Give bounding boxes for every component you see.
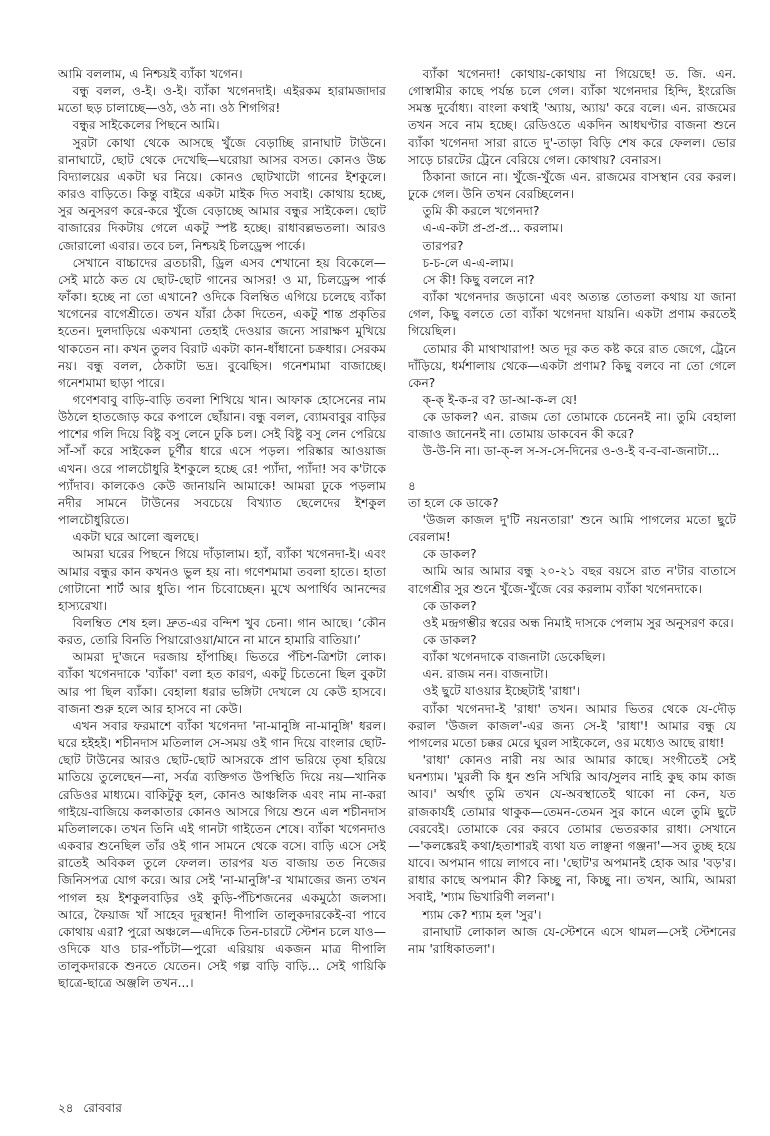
paragraph: ক্‌-ক্‌ ই-ক-র ব? ডা-আ-ক-ল যে! <box>422 392 578 407</box>
right-column <box>408 66 736 1096</box>
paragraph: তা হলে কে ডাকে? <box>408 495 499 510</box>
paragraph: রানাঘাট লোকাল আজ যে-স্টেশনে এসে থামল—সেই স্টেশনের নাম 'রাধিকাতলা'। <box>408 924 736 956</box>
paragraph: কে ডাকল? এন. রাজম তো তোমাকে চেনেনই না। তুমি বেহালা বাজাও জানেনই না। তোমায় ডাকবেন কী করে? <box>408 410 736 442</box>
paragraph: ব্যাঁকা খগেনদা-ই 'রাধা' তখন। আমার ভিতর থেকে যে-দৌড় করাল 'উজল কাজল'-এর জন্য সে-ই 'রাধা'! আমার বন্ধু যে পাগলের মতো চক্কর মেরে ঘুরল সাইকেলে, ওর মধ্যেও আছে রাধা! <box>408 701 736 750</box>
paragraph: বন্ধু বলল, ও-ই। ও-ই। ব্যাঁকা খগেনদাই। এইরকম হারামজাদার মতো ছড় চালাচ্ছে—ওঠ, ওঠ না। ওঠ শিগগির! <box>58 84 386 116</box>
paragraph: তোমার কী মাথাখারাপ! অত দূর কত কষ্ট করে রাত জেগে, ট্রেনে দাঁড়িয়ে, ধর্মশালায় থেকে—একটা প্রণাম? কিছু বলবে না তো গেলে কেন? <box>408 341 736 390</box>
paragraph: ওই মন্দ্রগম্ভীর স্বরের অন্ধ নিমাই দাসকে পেলাম সুর অনুসরণ করে। <box>422 615 734 630</box>
left-column <box>58 66 386 1096</box>
paragraph: সে কী! কিছু বললে না? <box>422 272 535 287</box>
paragraph: কে ডাকল? <box>422 598 477 613</box>
paragraph: এ-এ-কটা প্র-প্র-প্র... করলাম। <box>422 221 564 236</box>
paragraph: আমরা দু'জনে দরজায় হাঁপাচ্ছি। ভিতরে পঁচিশ-ত্রিশটা লোক। ব্যাঁকা খগেনদাকে 'ব্যাঁকা' বলা হত কারণ, একটু চিতেনো ছিল বুকটা আর পা ছিল ব্যাঁকা। বেহালা ধরার ভঙ্গিটা দেখলে যে কেউ হাসবে। বাজনা শুরু হলে আর হাসবে না কেউ। <box>58 650 386 716</box>
paragraph: বিলম্বিত শেষ হল। দ্রুত-এর বন্দিশ খুব চেনা। গান আছে। ‘কৌন করত, তোরি বিনতি পিয়ারোওয়া/মানে না মানে হামারি বাতিয়া।’ <box>58 616 386 648</box>
paragraph: আমি আর আমার বন্ধু ২০-২১ বছর বয়সে রাত ন'টার বাতাসে বাগেশ্রীর সুর শুনে খুঁজে-খুঁজে বের করলাম ব্যাঁকা খগেনদাকে। <box>408 564 736 596</box>
page-number: ২৪ <box>58 1101 74 1115</box>
paragraph: ওই ছুটে যাওয়ার ইচ্ছেটাই 'রাধা'। <box>422 684 581 699</box>
paragraph: উ-উ-নি না। ডা-ক্‌-ল স-স-সে-দিনের ও-ও-ই ব-ব-বা-জনাটা... <box>422 444 720 459</box>
page-footer <box>58 1100 128 1116</box>
paragraph: সুরটা কোথা থেকে আসছে খুঁজে বেড়াচ্ছি রানাঘাট টাউনে। রানাঘাটে, ছোট থেকে দেখেছি—ঘরোয়া আসর বসত। কোনও উচ্চ বিদ্যালয়ের একটা ঘর নিয়ে। কোনও ছোটখাটো গানের ইশকুলে। কারও বাড়িতে। কিন্তু বাইরে একটা মাইক দিত সবাই। কোথায় হচ্ছে, সুর অনুসরণ করে-করে খুঁজে বেড়াচ্ছে আমার বন্ধুর সাইকেল। ছোট বাজারের দিকটায় গেলে একটু স্পষ্ট হচ্ছে। রাধাবল্লভতলা। আরও জোরালো এবার। তবে চল, নিশ্চয়ই চিলড্রেন্স পার্কে। <box>58 135 386 253</box>
paragraph: গণেশবাবু বাড়ি-বাড়ি তবলা শিখিয়ে খান। আফাক হোসেনের নাম উঠলে হাতজোড় করে কপালে ছোঁয়ান। বন্ধু বলল, ব্যোমবাবুর বাড়ির পাশের গলি দিয়ে বিষ্টু বসু লেনে ঢুকি চল। সেই বিষ্টু বসু লেন পেরিয়ে সাঁ-সাঁ করে সাইকেল চূর্ণীর ধারে এসে পড়ল। পরিষ্কার আওয়াজ এখন। ওরে পালচৌধুরি ইশকুলে হচ্ছে রে! প্যাঁদা, প্যাঁদা! সব ক'টাকে প্যাঁদাব। কালকেও কেউ জানায়নি আমাকে! আমরা ঢুকে পড়লাম নদীর সামনে টাউনের সবচেয়ে বিখ্যাত ছেলেদের ইশকুল পালচৌধুরিতে। <box>58 392 386 528</box>
section-number: ৪ <box>408 478 416 493</box>
paragraph: এখন সবার ফরমাশে ব্যাঁকা খগেনদা 'না-মানুঙ্গি না-মানুঙ্গি' ধরল। ঘরে হইহই। শচীনদাস মতিলাল সে-সময় ওই গান দিয়ে বাংলার ছোট-ছোট টাউনের আরও ছোট-ছোট আসরকে প্রাণ ভরিয়ে তৃষা হরিয়ে মাতিয়ে তুলেছেন—না, সর্বত্র ব্যক্তিগত উপস্থিতি দিয়ে নয়—খানিক রেডিওর মাধ্যমে। বাকিটুকু হল, কোনও আঞ্চলিক এবং নাম না-করা গাইয়ে-বাজিয়ে কলকাতার কোনও আসরে গিয়ে শুনে এল শচীনদাস মতিলালকে। তখন তিনি এই গানটা গাইতেন শেষে। ব্যাঁকা খগেনদাও একবার শুনেছিল তাঁর ওই গান সামনে থেকে বসে। বাড়ি এসে সেই রাতেই অবিকল তুলে ফেলল। তারপর যত বাজায় তত নিজের জিনিসপত্র যোগ করে। আর সেই 'না-মানুঙ্গি'-র খামাজের জন্য তখন পাগল হয় ইশকুলবাড়ির ওই কুড়ি-পঁচিশজনের একমুঠো জলসা। আরে, ফৈয়াজ খাঁ সাহেব দূরস্থান! দীপালি তালুকদারকেই-বা পাবে কোথায় এরা? পুরো অঞ্চলে—এদিকে তিন-চারটে স্টেশন চলে যাও—ওদিকে যাও চার-পাঁচটা—পুরো এরিয়ায় একজন মাত্র দীপালি তালুকদারকে শুনতে যেতেন। সেই গল্প বাড়ি বাড়ি... সেই গায়িকি ছাত্রে-ছাত্রে অঞ্জলি তখন...। <box>58 718 386 991</box>
paragraph: ঠিকানা জানে না। খুঁজে-খুঁজে এন. রাজমের বাসস্থান বের করল। ঢুকে গেল। উনি তখন বেরচ্ছিলেন। <box>408 169 736 202</box>
paragraph: কে ডাকল? <box>422 633 477 647</box>
paragraph: ব্যাঁকা খগেনদা! কোথায়-কোথায় না গিয়েছে! ড. জি. এন. গোস্বামীর কাছে পর্যন্ত চলে গেল। ব্যাঁকা খগেনদার হিন্দি, ইংরেজি সমস্ত দুর্বোধ্য। বাংলা কথাই 'অ্যায়, অ্যায়' করে বলে। এন. রাজমের তখন সবে নাম হচ্ছে। রেডিওতে একদিন আধঘণ্টার বাজনা শুনে ব্যাঁকা খগেনদা সারা রাতে দু'-তাড়া বিড়ি শেষ করে ফেলল। ভোর সাড়ে চারটের ট্রেনে বেরিয়ে গেল। কোথায়? বেনারস। <box>408 67 736 167</box>
paragraph: কে ডাকল? <box>422 547 477 562</box>
paragraph: তারপর? <box>422 238 464 253</box>
paragraph: আমি বললাম, এ নিশ্চয়ই ব্যাঁকা খগেন। <box>58 67 243 81</box>
paragraph: সেখানে বাচ্চাদের ব্রতচারী, ড্রিল এসব শেখানো হয় বিকেলে—সেই মাঠে কত যে ছোট-ছোট গানের আসর! ও মা, চিলড্রেন্স পার্ক ফাঁকা। হচ্ছে না তো এখানে? ওদিকে বিলম্বিত এগিয়ে চলেছে ব্যাঁকা খগেনের বাগেশ্রীতে। তখন যাঁরা ঠেকা দিতেন, একটু শান্ত প্রকৃতির হতেন। দুলদাড়িয়ে একখানা তেহাই দেওয়ার জন্যে সারাক্ষণ মুখিয়ে থাকতেন না। কখন তুলব বিরাট একটা কান-ধাঁধানো চক্রধার। সেরকম নয়। বন্ধু বলল, ঠেকাটা ভদ্র। বুঝেছিস। গনেশমামা বাজাচ্ছে। গনেশমামা ছাড়া পারে। <box>58 255 386 390</box>
magazine-name: রোববার <box>83 1101 122 1115</box>
paragraph: ব্যাঁকা খগেনদার জড়ানো এবং অত্যন্ত তোতলা কথায় যা জানা গেল, কিছু বলতে তো ব্যাঁকা খগেনদা যায়নি। একটা প্রণাম করতেই গিয়েছিল। <box>408 290 736 339</box>
paragraph: চ-চ-লে এ-এ-লাম। <box>422 255 514 270</box>
paragraph: 'উজল কাজল দু'টি নয়নতারা' শুনে আমি পাগলের মতো ছুটে বেরলাম! <box>408 512 736 545</box>
paragraph: বন্ধুর সাইকেলের পিছনে আমি। <box>72 118 220 133</box>
paragraph: এন. রাজম নন। বাজনাটা। <box>422 667 549 682</box>
paragraph: শ্যাম কে? শ্যাম হল 'সুর'। <box>422 907 542 922</box>
paragraph: একটা ঘরে আলো জ্বলছে। <box>72 530 199 545</box>
paragraph: 'রাধা' কোনও নারী নয় আর আমার কাছে। সংগীতেই সেই ঘনশ্যাম। 'মুরলী কি ধুন শুনি সখিরি আব/সুলব নাহি কুছ কাম কাজ আব।' অর্থাৎ তুমি তখন যে-অবস্থাতেই থাকো না কেন, যত রাজকার্যই তোমার থাকুক—তেমন-তেমন সুর কানে এলে তুমি ছুটে বেরবেই। তোমাকে বের করবে তোমার ভেতরকার রাধা। সেখানে—'কলঙ্কেরই কথা/হতাশারই ব্যথা যত লাঞ্ছনা গঞ্জনা'—সব তুচ্ছ হয়ে যাবে। অপমান গায়ে লাগবে না। 'ছোট'র অপমানই হোক আর 'বড়'র। রাধার কাছে অপমান কী? কিচ্ছু না, কিচ্ছু না। তখন, আমি, আমরা সবাই, 'শ্যাম ভিখারিণী ললনা'। <box>408 753 736 905</box>
paragraph: তুমি কী করলে খগেনদা? <box>422 204 540 219</box>
paragraph: ব্যাঁকা খগেনদাকে বাজনাটা ডেকেছিল। <box>422 650 606 665</box>
paragraph: আমরা ঘরের পিছনে গিয়ে দাঁড়ালাম। হ্যাঁ, ব্যাঁকা খগেনদা-ই। এবং আমার বন্ধুর কান কখনও ভুল হয় না। গণেশমামা তবলা হাতে। হাতা গোটানো শার্ট আর ধুতি। পান চিবোচ্ছেন। মুখে অপার্থিব আনন্দের হাস্যরেখা। <box>58 547 386 613</box>
